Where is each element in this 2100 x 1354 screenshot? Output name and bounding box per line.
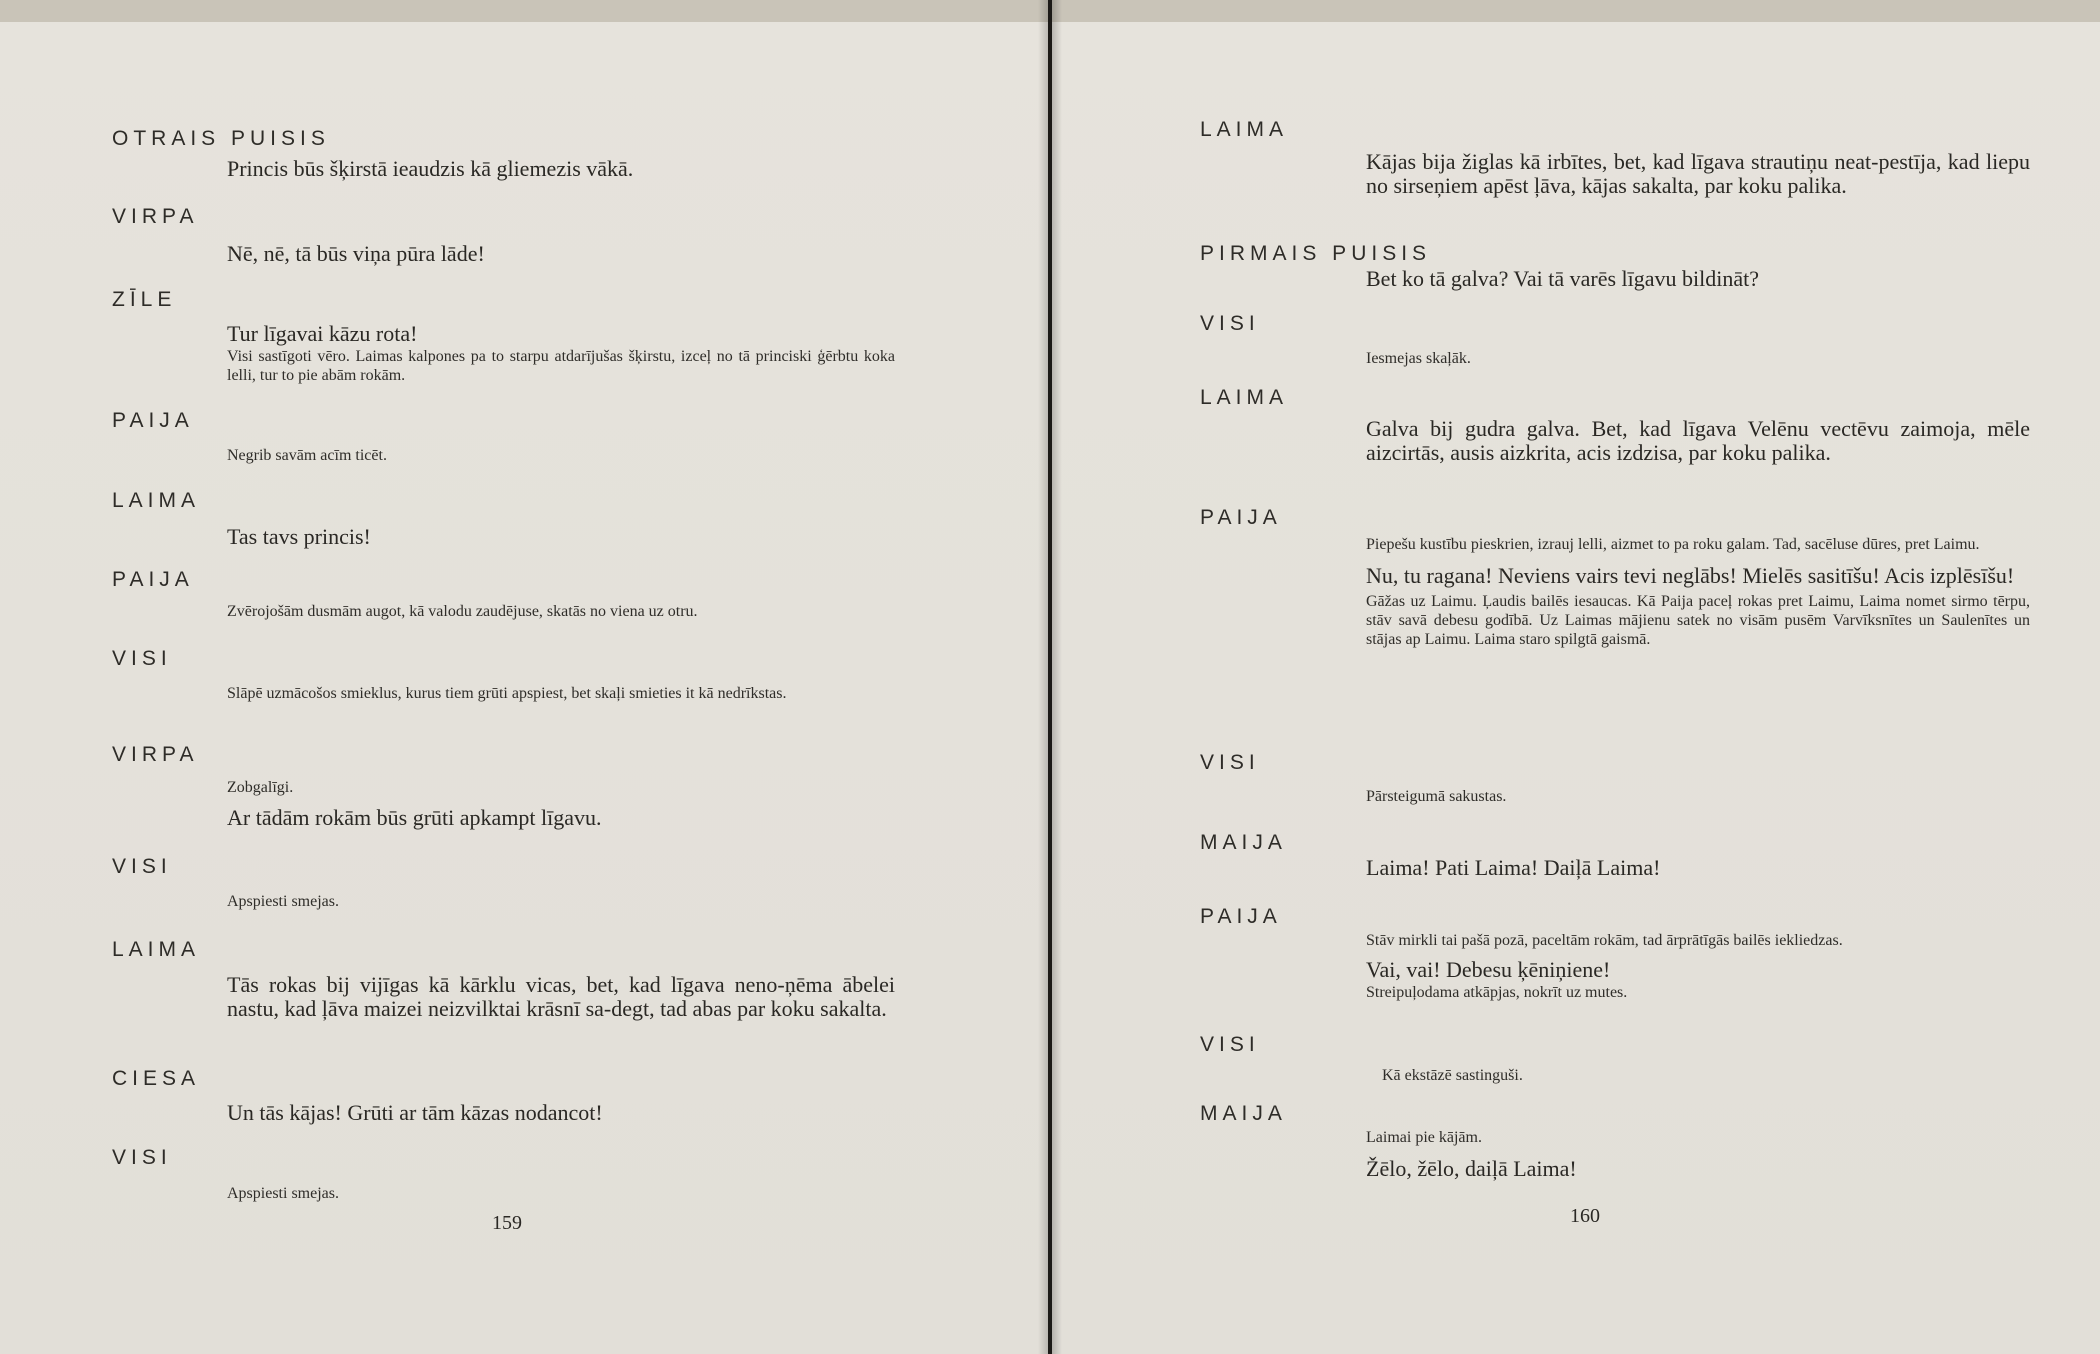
spine-shadow xyxy=(1038,0,1048,1354)
speaker-name: OTRAIS PUISIS xyxy=(112,127,330,150)
dialogue-block xyxy=(112,1066,1012,1125)
page-edge xyxy=(0,0,1048,22)
stage-direction: Iesmejas skaļāk. xyxy=(1366,350,1471,367)
dialogue-line: Vai, vai! Debesu ķēniņiene! xyxy=(1366,957,1611,982)
dialogue-block xyxy=(1200,311,2100,368)
speaker-name: VISI xyxy=(1200,751,1260,774)
dialogue-line: Tās rokas bij vijīgas kā kārklu vicas, bet, kad līgava neno-ņēma ābelei nastu, kad ļāva maizei neizvilktai krāsnī sa-degt, tad abas par koku sakalta. xyxy=(227,972,895,1021)
dialogue-line: Un tās kājas! Grūti ar tām kāzas nodancot! xyxy=(227,1100,603,1125)
speaker-name: VISI xyxy=(112,1146,172,1169)
speaker-name: VISI xyxy=(112,647,172,670)
dialogue-line: Galva bij gudra galva. Bet, kad līgava Velēnu vectēvu zaimoja, mēle aizcirtās, ausis aizkrita, acis izdzisa, par koku palika. xyxy=(1366,416,2030,465)
stage-direction: Slāpē uzmācošos smieklus, kurus tiem grūti apspiest, bet skaļi smieties it kā nedrīkstas. xyxy=(227,685,787,702)
dialogue-block xyxy=(112,937,1012,1021)
dialogue-block xyxy=(112,488,1012,549)
stage-direction: Apspiesti smejas. xyxy=(227,893,339,910)
page-number: 160 xyxy=(1570,1205,1600,1227)
dialogue-block xyxy=(1200,117,2100,198)
dialogue-block xyxy=(1200,1101,2100,1181)
speaker-name: VISI xyxy=(112,855,172,878)
dialogue-block xyxy=(112,854,1012,911)
dialogue-line: Žēlo, žēlo, daiļā Laima! xyxy=(1366,1156,1577,1181)
dialogue-line: Laima! Pati Laima! Daiļā Laima! xyxy=(1366,855,1661,880)
speaker-name: VIRPA xyxy=(112,205,199,228)
dialogue-block xyxy=(112,567,1012,621)
speaker-name: LAIMA xyxy=(112,938,201,961)
stage-direction: Zvērojošām dusmām augot, kā valodu zaudējuse, skatās no viena uz otru. xyxy=(227,603,698,620)
stage-direction: Visi sastīgoti vēro. Laimas kalpones pa to starpu atdarījušas šķirstu, izceļ no tā princiski ģērbtu koka lelli, tur to pie abām rokām. xyxy=(227,348,895,384)
right-page xyxy=(1052,0,2100,1354)
stage-direction: Streipuļodama atkāpjas, nokrīt uz mutes. xyxy=(1366,984,1628,1001)
speaker-name: MAIJA xyxy=(1200,831,1287,854)
dialogue-block xyxy=(112,287,1012,385)
dialogue-block xyxy=(112,408,1012,465)
dialogue-line: Tur līgavai kāzu rota! xyxy=(227,321,418,346)
stage-direction: Stāv mirkli tai pašā pozā, paceltām rokām, tad ārprātīgās bailēs iekliedzas. xyxy=(1366,932,1843,949)
stage-direction: Gāžas uz Laimu. Ļaudis bailēs iesaucas. Kā Paija paceļ rokas pret Laimu, Laima nomet sirmo tērpu, stāv savā debesu godībā. Uz Laimas mājienu satek no visām pusēm Varvīksnītes un Saulenītes un stājas ap Laimu. Laima staro spilgtā gaismā. xyxy=(1366,593,2030,648)
speaker-name: PAIJA xyxy=(1200,506,1282,529)
speaker-name: LAIMA xyxy=(1200,386,1289,409)
dialogue-line: Princis būs šķirstā ieaudzis kā gliemezis vākā. xyxy=(227,156,634,181)
dialogue-line: Kājas bija žiglas kā irbītes, bet, kad līgava strautiņu neat-pestīja, kad liepu no sirseņiem apēst ļāva, kājas sakalta, par koku palika. xyxy=(1366,149,2030,198)
dialogue-line: Tas tavs princis! xyxy=(227,524,371,549)
dialogue-block xyxy=(112,1145,1012,1203)
dialogue-block xyxy=(1200,904,2100,1002)
speaker-name: VISI xyxy=(1200,312,1260,335)
page-edge xyxy=(1052,0,2100,22)
dialogue-block xyxy=(1200,750,2100,806)
speaker-name: VIRPA xyxy=(112,743,199,766)
stage-direction: Pārsteigumā sakustas. xyxy=(1366,788,1507,805)
speaker-name: VISI xyxy=(1200,1033,1260,1056)
dialogue-block xyxy=(1200,241,2100,291)
dialogue-block xyxy=(1200,505,2100,649)
speaker-name: PAIJA xyxy=(112,568,194,591)
spine-shadow xyxy=(1052,0,1062,1354)
speaker-name: LAIMA xyxy=(1200,118,1289,141)
dialogue-line: Ar tādām rokām būs grūti apkampt līgavu. xyxy=(227,805,602,830)
stage-direction: Laimai pie kājām. xyxy=(1366,1129,1482,1146)
stage-direction: Apspiesti smejas. xyxy=(227,1185,339,1202)
left-page xyxy=(0,0,1048,1354)
speaker-name: PAIJA xyxy=(112,409,194,432)
dialogue-block xyxy=(112,204,1012,266)
dialogue-line: Nu, tu ragana! Neviens vairs tevi neglābs! Mielēs sasitīšu! Acis izplēsīšu! xyxy=(1366,563,2015,588)
dialogue-block xyxy=(112,126,1012,181)
speaker-name: MAIJA xyxy=(1200,1102,1287,1125)
dialogue-block xyxy=(1200,830,2100,880)
dialogue-block xyxy=(1200,1032,2100,1085)
speaker-name: LAIMA xyxy=(112,489,201,512)
dialogue-block xyxy=(112,742,1012,830)
dialogue-block xyxy=(112,646,1012,703)
stage-direction: Kā ekstāzē sastinguši. xyxy=(1382,1067,1523,1084)
speaker-name: PAIJA xyxy=(1200,905,1282,928)
stage-direction: Piepešu kustību pieskrien, izrauj lelli, aizmet to pa roku galam. Tad, sacēluse dūres, pret Laimu. xyxy=(1366,536,1980,553)
stage-direction: Negrib savām acīm ticēt. xyxy=(227,447,387,464)
page-number: 159 xyxy=(492,1212,522,1234)
dialogue-line: Nē, nē, tā būs viņa pūra lāde! xyxy=(227,241,485,266)
stage-direction: Zobgalīgi. xyxy=(227,779,294,796)
dialogue-block xyxy=(1200,385,2100,465)
speaker-name: PIRMAIS PUISIS xyxy=(1200,242,1432,265)
speaker-name: CIESA xyxy=(112,1067,201,1090)
speaker-name: ZĪLE xyxy=(112,288,177,311)
dialogue-line: Bet ko tā galva? Vai tā varēs līgavu bildināt? xyxy=(1366,266,1760,291)
